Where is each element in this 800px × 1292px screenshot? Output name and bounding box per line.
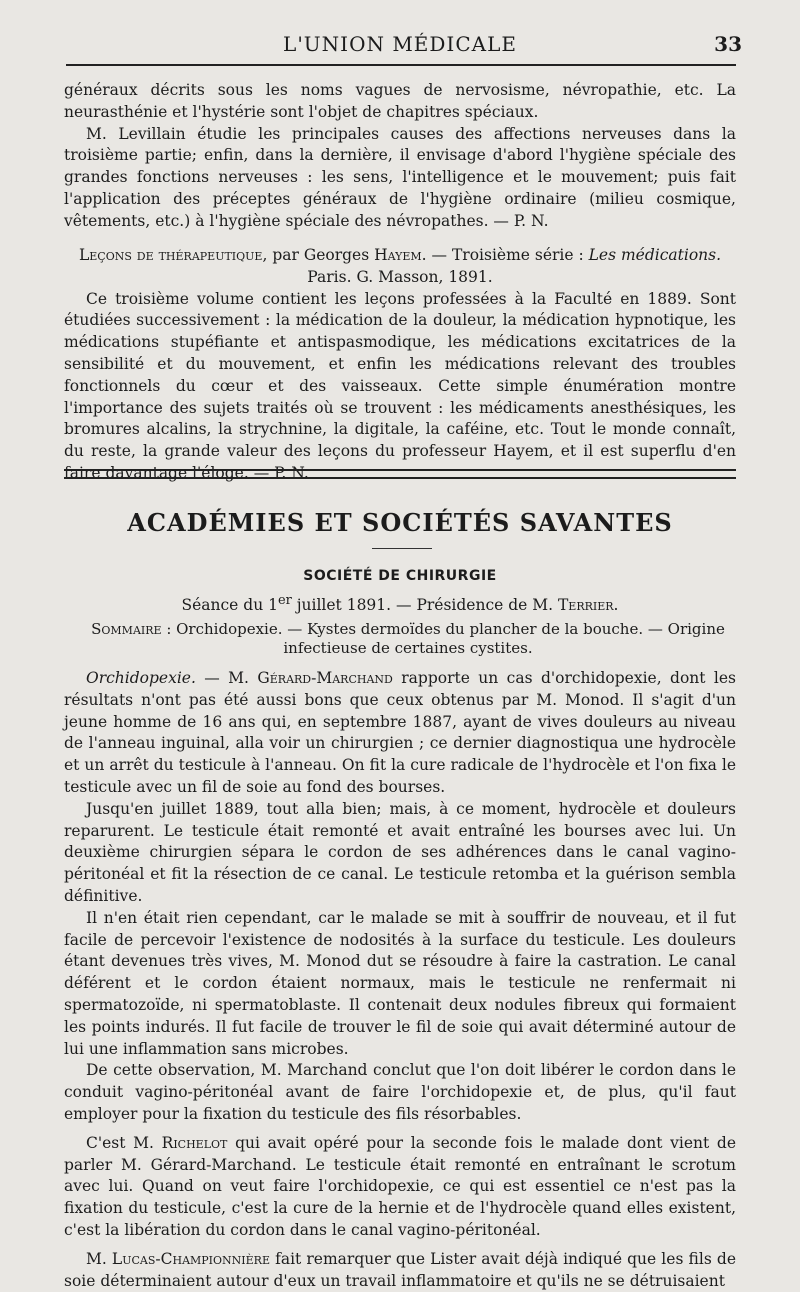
article-paragraph-1 <box>64 668 736 799</box>
article-p1-name: Gérard-Marchand <box>257 669 393 687</box>
article-p1-b: rapporte un cas d'orchidopexie, dont les résultats n'ont pas été aussi bons que ceux obtenus par M. Monod. Il s'agit d'un jeune homme de 16 ans qui, en septembre 1887, ayant de vives douleurs au niveau de l'anneau inguinal, alla voir un chirurgien ; ce dernier diagnostiqua une hydrocèle et un arrêt du testicule à l'anneau. On fit la cure radicale de l'hydrocèle et l'on fixa le testicule avec un fil de soie au fond des bourses. <box>64 669 736 796</box>
sommaire-text: : Orchidopexie. — Kystes dermoïdes du plancher de la bouche. — Origine infectieuse de certaines cystites. <box>161 620 725 657</box>
article-p6-b: fait remarquer que Lister avait déjà indiqué que les fils de soie déterminaient autour d'eux un travail inflammatoire et qu'ils ne se détruisaient <box>64 1249 736 1290</box>
seance-date-sup: er <box>277 593 292 608</box>
article-p1-italic: Orchidopexie. <box>86 669 196 687</box>
section-double-rule <box>64 469 736 479</box>
review-title-series: . — Troisième série : <box>421 246 589 264</box>
article-p5-name: Richelot <box>161 1133 228 1152</box>
article-block <box>64 668 736 1292</box>
article-paragraph-4: De cette observation, M. Marchand conclut que l'on doit libérer le cordon dans le conduit vagino-péritonéal avant de faire l'orchidopexie et, de plus, qu'il faut employer pour la fixation du testicule des fils résorbables. <box>64 1061 736 1123</box>
intro-paragraph-2: M. Levillain étudie les principales causes des affections nerveuses dans la troisième partie; enfin, dans la dernière, il envisage d'abord l'hygiène spéciale des grandes fonctions nerveuses : les sens, l'intelligence et le mouvement; puis fait l'application des préceptes généraux de l'hygiène ordinaire (milieu cosmique, vêtements, etc.) à l'hygiène spéciale des névropathes. — P. N. <box>64 124 736 230</box>
intro-block <box>64 80 736 233</box>
intro-paragraph-1: généraux décrits sous les noms vagues de nervosisme, névropathie, etc. La neurasthénie et l'hystérie sont l'objet de chapitres spéciaux. <box>64 81 736 121</box>
sommaire-label: Sommaire <box>91 620 162 638</box>
article-paragraph-6 <box>64 1249 736 1292</box>
review-title-prefix: Leçons de thérapeutique, <box>78 246 268 264</box>
page-header <box>62 32 742 64</box>
sommaire <box>80 620 736 658</box>
article-p6-a: M. <box>86 1249 112 1268</box>
header-rule <box>66 64 736 66</box>
review-author: Hayem <box>374 246 422 264</box>
article-p5-a: C'est M. <box>86 1133 162 1152</box>
article-p5-b: qui avait opéré pour la seconde fois le malade dont vient de parler M. Gérard-Marchand. Le testicule était remonté en entraînant le scrotum avec lui. Quand on veut faire l'orchidopexie, ce qui est essentiel ce n'est pas la fixation du testicule, c'est la cure de la hernie et de l'hydrocèle quand elles existent, c'est la libération du cordon dans le canal vagino-péritonéal. <box>64 1133 736 1239</box>
page-number: 33 <box>714 32 742 56</box>
review-body: Ce troisième volume contient les leçons professées à la Faculté en 1889. Sont étudiées successivement : la médication de la douleur, la médication hypnotique, les médications stupéfiante et antispasmodique, les médications excitatrices de la sensibilité et du mouvement, et enfin les médications relevant des troubles fonctionnels du cœur et des vaisseaux. Cette simple énumération montre l'importance des sujets traités où se trouvent : les médicaments anesthésiques, les bromures alcalins, la strychnine, la digitale, la caféine, etc. Tout le monde connaît, du reste, la grande valeur des leçons du professeur Hayem, et il est superflu d'en faire davantage l'éloge. — P. N. <box>64 289 736 482</box>
seance-line <box>64 593 736 614</box>
article-p6-name: Lucas-Championnière <box>111 1249 270 1268</box>
article-p1-a: — M. <box>195 669 258 687</box>
section-title: ACADÉMIES ET SOCIÉTÉS SAVANTES <box>127 508 673 537</box>
review-heading <box>64 245 736 267</box>
president-name: Terrier. <box>557 596 619 615</box>
review-title-italic: Les médications. <box>588 246 722 264</box>
section-short-rule <box>372 548 432 549</box>
article-paragraph-5 <box>64 1133 736 1242</box>
review-block <box>64 245 736 485</box>
society-name: SOCIÉTÉ DE CHIRURGIE <box>303 568 497 584</box>
running-title: L'UNION MÉDICALE <box>283 32 517 56</box>
article-paragraph-3: Il n'en était rien cependant, car le malade se mit à souffrir de nouveau, et il fut facile de percevoir l'existence de nodosités à la surface du testicule. Les douleurs étant devenues très vives, M. Monod dut se résoudre à faire la castration. Le canal déférent et le cordon étaient normaux, mais le testicule ne renfermait ni spermatozoïde, ni spermatoblaste. Il contenait deux nodules fibreux qui formaient les points indurés. Il fut facile de trouver le fil de soie qui avait déterminé autour de lui une inflammation sans microbes. <box>64 908 736 1058</box>
review-publisher: Paris. G. Masson, 1891. <box>307 267 493 286</box>
seance-date-a: Séance du 1 <box>181 596 278 615</box>
article-paragraph-2: Jusqu'en juillet 1889, tout alla bien; mais, à ce moment, hydrocèle et douleurs reparurent. Le testicule était remonté et avait entraîné les bourses avec lui. Un deuxième chirurgien sépara le cordon de ses adhérences dans le canal vagino-péritonéal et fit la résection de ce canal. Le testicule retomba et la guérison sembla définitive. <box>64 799 736 905</box>
seance-date-b: juillet 1891. — Présidence de M. <box>291 596 558 615</box>
review-title-by: par Georges <box>267 246 375 264</box>
